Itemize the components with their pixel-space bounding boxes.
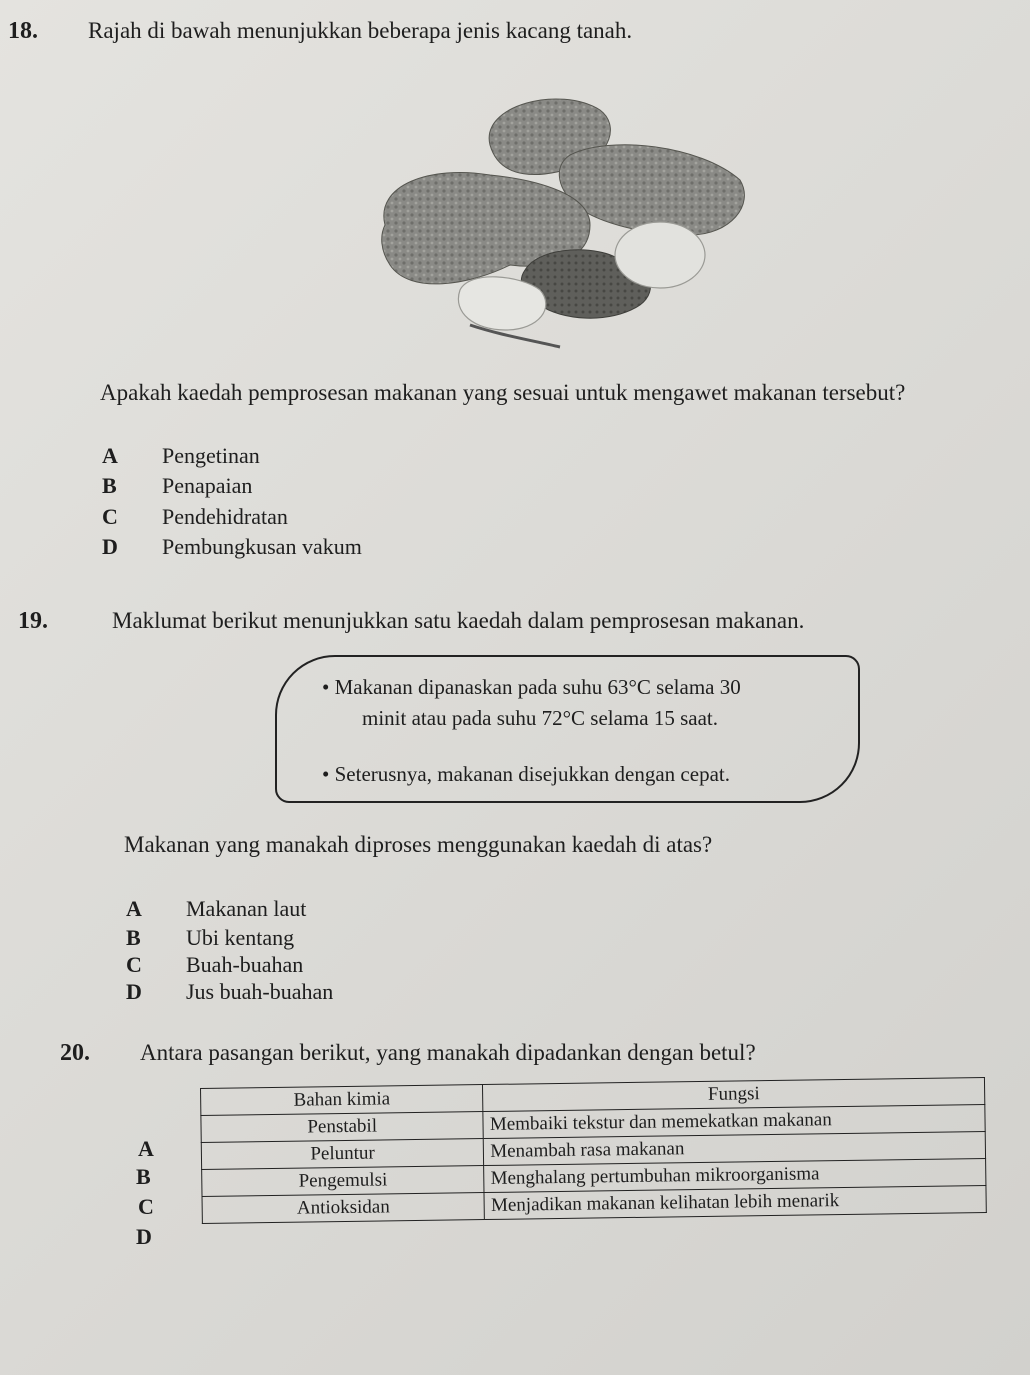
info-bullet-1: • Makanan dipanaskan pada suhu 63°C selama 30: [322, 675, 741, 699]
question-18-number: 18.: [8, 18, 38, 44]
table-cell-function: Membaiki tekstur dan memekatkan makanan: [483, 1105, 985, 1139]
table-cell-chemical: Penstabil: [201, 1112, 484, 1143]
question-19-stem: Maklumat berikut menunjukkan satu kaedah dalam pemprosesan makanan.: [112, 608, 805, 633]
q20-table: [200, 1077, 987, 1224]
q19-option-d[interactable]: D Jus buah-buahan: [126, 979, 334, 1004]
question-18-stem: Rajah di bawah menunjukkan beberapa jenis kacang tanah.: [88, 18, 633, 43]
table-cell-function: Menjadikan makanan kelihatan lebih menarik: [484, 1186, 986, 1220]
peanuts-image: [370, 85, 750, 350]
question-18-text: Apakah kaedah pemprosesan makanan yang sesuai untuk mengawet makanan tersebut?: [100, 380, 906, 405]
table-cell-chemical: Peluntur: [201, 1139, 484, 1170]
q19-option-b[interactable]: B Ubi kentang: [126, 925, 295, 950]
q20-option-a[interactable]: A: [138, 1136, 154, 1161]
info-bullet-2: • Seterusnya, makanan disejukkan dengan cepat.: [322, 762, 730, 786]
table-cell-chemical: Pengemulsi: [202, 1166, 485, 1197]
q18-option-b[interactable]: B Penapaian: [102, 473, 253, 498]
question-19-text: Makanan yang manakah diproses menggunakan kaedah di atas?: [124, 832, 713, 857]
q18-option-d[interactable]: D Pembungkusan vakum: [102, 534, 362, 559]
table-cell-function: Menambah rasa makanan: [484, 1132, 986, 1166]
table-cell-function: Menghalang pertumbuhan mikroorganisma: [484, 1159, 986, 1193]
q18-option-a[interactable]: A Pengetinan: [102, 443, 260, 468]
q20-option-c[interactable]: C: [138, 1194, 154, 1219]
info-bullet-1-continued: minit atau pada suhu 72°C selama 15 saat.: [362, 706, 718, 730]
q19-option-a[interactable]: A Makanan laut: [126, 896, 307, 921]
q19-option-c[interactable]: C Buah-buahan: [126, 952, 304, 977]
question-20-stem: Antara pasangan berikut, yang manakah dipadankan dengan betul?: [140, 1040, 756, 1065]
question-19-number: 19.: [18, 608, 48, 634]
question-20-number: 20.: [60, 1040, 90, 1066]
table-header-function: Fungsi: [483, 1078, 985, 1112]
q20-option-b[interactable]: B: [136, 1164, 151, 1189]
table-header-chemical: Bahan kimia: [201, 1085, 484, 1116]
q18-option-c[interactable]: C Pendehidratan: [102, 504, 288, 529]
table-cell-chemical: Antioksidan: [202, 1193, 485, 1224]
q20-option-d[interactable]: D: [136, 1224, 152, 1249]
